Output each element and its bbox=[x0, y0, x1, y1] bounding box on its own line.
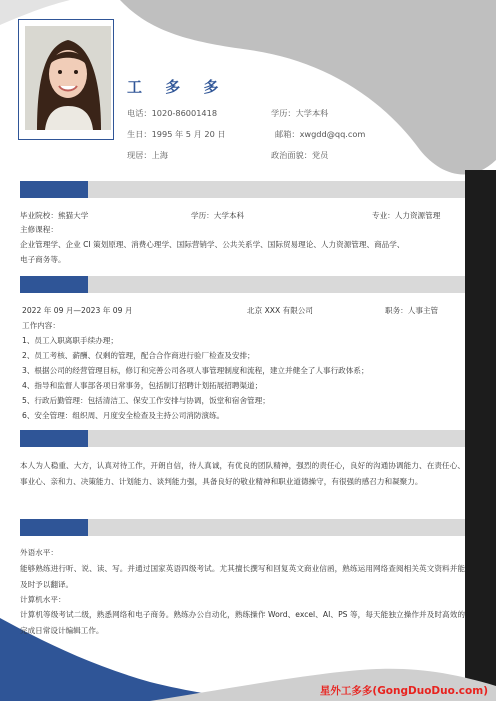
computer-text: 计算机等级考试二级，熟悉网络和电子商务。熟练办公自动化，熟练操作 Word、excel、AI、PS 等，每天能独立操作并及时高效的完成日常设计编辑工作。 bbox=[20, 610, 465, 635]
degree: 学历：大学本科 bbox=[191, 211, 245, 220]
work-item: 6、安全管理：组织周、月度安全检查及主持公司消防演练。 bbox=[22, 411, 225, 420]
self-evaluation-text: 本人为人稳重、大方，认真对待工作，开朗自信，待人真诚，有优良的团队精神，强烈的责任心，良好的沟通协调能力、在责任心、事业心、亲和力、决策能力、计划能力、谈判能力强，具备良好的敬业精神和职业道德操守，有很强的感召力和凝聚力。 bbox=[20, 461, 465, 486]
email: 邮箱：xwgdd@qq.com bbox=[275, 129, 366, 139]
work-item: 3、根据公司的经营管理目标，修订和完善公司各项人事管理制度和流程，建立并健全了人事行政体系； bbox=[22, 366, 369, 375]
school: 毕业院校：熊猫大学 bbox=[20, 211, 89, 220]
candidate-name: 工 多 多 bbox=[127, 78, 228, 96]
language-text: 能够熟练进行听、说、读、写。并通过国家英语四级考试。尤其擅长撰写和回复英文商业信函，熟练运用网络查阅相关英文资料并能及时予以翻译。 bbox=[20, 564, 465, 589]
section-bar-education bbox=[20, 181, 465, 198]
courses-line-2: 电子商务等。 bbox=[20, 255, 66, 264]
footer-watermark: 星外工多多(GongDuoDuo.com) bbox=[319, 685, 488, 697]
work-item: 5、行政后勤管理：包括清洁工、保安工作安排与协调，饭堂和宿舍管理； bbox=[22, 396, 270, 405]
work-item: 2、员工考核、薪酬、仅剩的管理，配合合作商进行验厂检查及安排； bbox=[22, 351, 255, 360]
work-content-label: 工作内容： bbox=[22, 321, 60, 330]
section-bar-work bbox=[20, 276, 465, 293]
birthday: 生日：1995 年 5 月 20 日 bbox=[127, 129, 226, 139]
portrait-illustration bbox=[25, 26, 111, 130]
work-period: 2022 年 09 月—2023 年 09 月 bbox=[22, 306, 133, 315]
work-item: 1、员工入职离职手续办理； bbox=[22, 336, 118, 345]
work-company: 北京 XXX 有限公司 bbox=[247, 306, 313, 315]
work-position: 职务：人事主管 bbox=[385, 306, 439, 315]
language-label: 外语水平： bbox=[20, 548, 58, 557]
section-accent bbox=[20, 276, 88, 293]
section-bar-self-evaluation bbox=[20, 430, 465, 447]
section-accent bbox=[20, 519, 88, 536]
major: 专业：人力资源管理 bbox=[372, 211, 441, 220]
section-accent bbox=[20, 181, 88, 198]
section-bar-skills bbox=[20, 519, 465, 536]
work-item: 4、指导和监督人事部各项日常事务，包括制订招聘计划拓展招聘渠道； bbox=[22, 381, 263, 390]
residence: 现居：上海 bbox=[127, 150, 168, 160]
political-status: 政治面貌：党员 bbox=[271, 150, 329, 160]
phone: 电话：1020-86001418 bbox=[127, 108, 218, 118]
right-dark-strip bbox=[465, 170, 496, 701]
profile-photo bbox=[25, 26, 111, 130]
computer-label: 计算机水平： bbox=[20, 595, 66, 604]
education-level: 学历：大学本科 bbox=[271, 108, 329, 118]
courses-line-1: 企业管理学、企业 CI 策划原理、消费心理学、国际营销学、公共关系学、国际贸易理论、人力资源管理、商品学、 bbox=[20, 240, 405, 249]
section-accent bbox=[20, 430, 88, 447]
courses-label: 主修课程： bbox=[20, 225, 58, 234]
